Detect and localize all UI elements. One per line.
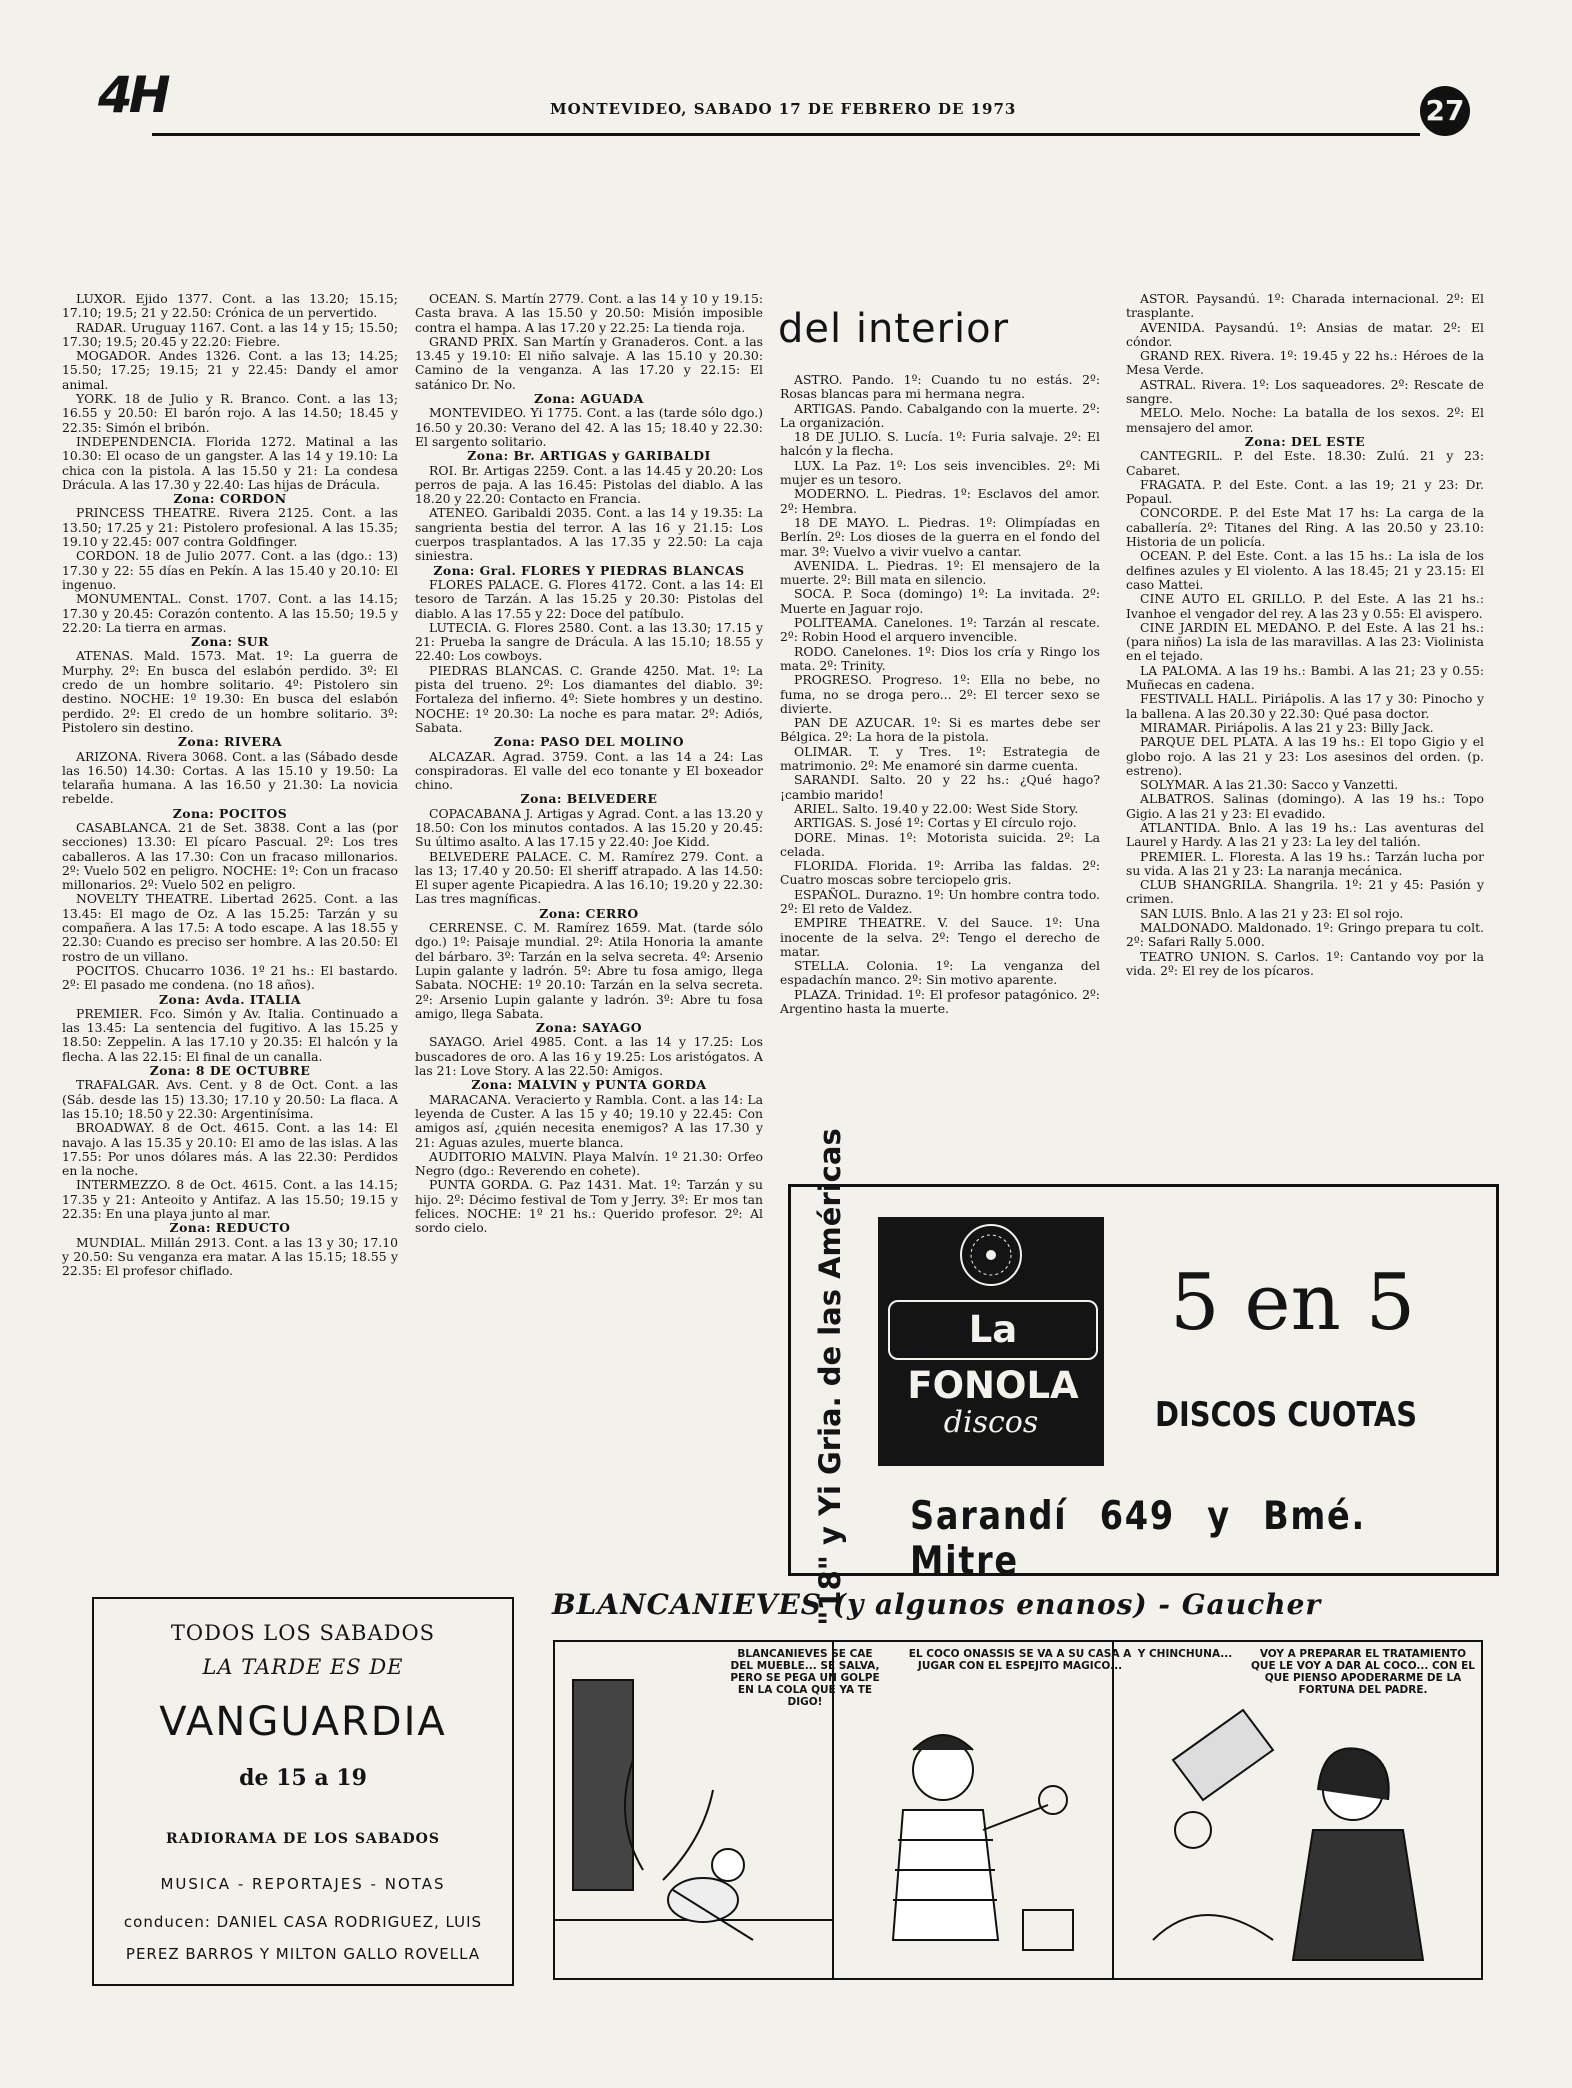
listing-entry: AVENIDA. Paysandú. 1º: Ansias de matar. 2º: El cóndor. [1126,319,1484,349]
listing-entry: CONCORDE. P. del Este Mat 17 hs: La carga de la caballería. 2º: Titanes del Ring. A las 20.50 y 23.10: Historia de un policía. [1126,505,1484,550]
listing-entry: ALBATROS. Salinas (domingo). A las 19 hs.: Topo Gigio. A las 21 y 23: El evadido. [1126,791,1484,821]
newspaper-logo: 4H [98,66,167,124]
panel-3 [1153,1710,1423,1960]
listing-entry: CINE JARDIN EL MEDANO. P. del Este. A las 21 hs.: (para niños) La isla de las maravillas. A las 23: Violinista en el tejado. [1126,619,1484,664]
listing-entry: MUNDIAL. Millán 2913. Cont. a las 13 y 30; 17.10 y 20.50: Su venganza era matar. A las 15.15; 18.55 y 22.35: El profesor chiflado. [62,1234,398,1279]
listing-entry: PUNTA GORDA. G. Paz 1431. Mat. 1º: Tarzán y su hijo. 2º: Décimo festival de Tom y Jerry. 3º: Er mos tan felices. NOCHE: 1º 21 hs.: Querido profesor. 2º: Al sordo cielo. [415,1177,763,1236]
listing-entry: POLITEAMA. Canelones. 1º: Tarzán al rescate. 2º: Robin Hood el arquero invencible. [780,615,1100,645]
vanguardia-name: VANGUARDIA [159,1699,447,1745]
zone-heading: Zona: RIVERA [177,734,283,750]
listing-entry: STELLA. Colonia. 1º: La venganza del espadachín manco. 2º: Sin motivo aparente. [780,958,1100,988]
listing-entry: SAN LUIS. Bnlo. A las 21 y 23: El sol rojo. [1140,905,1404,921]
listing-entry: NOVELTY THEATRE. Libertad 2625. Cont. a las 13.45: El mago de Oz. A las 15.25: Tarzán y su compañera. A las 17.5: A todo escape. A las 18.55 y 22.30: Cuando es preciso ser hombre. A las 20.50: El rostro de un villano. [62,891,398,964]
zone-heading: Zona: CERRO [539,905,639,921]
listing-entry: FESTIVALL HALL. Piriápolis. A las 17 y 30: Pinocho y la ballena. A las 20.30 y 22.30: Qué pasa doctor. [1126,691,1484,721]
zone-heading: Zona: AGUADA [534,391,644,407]
listing-entry: ATENEO. Garibaldi 2035. Cont. a las 14 y 19.35: La sangrienta bestia del terror. A las 16 y 21.15: Los cuerpos trasplantados. A las 17.35 y 22.50: La caja siniestra. [415,505,763,564]
listing-entry: PREMIER. L. Floresta. A las 19 hs.: Tarzán lucha por su vida. A las 21 y 23: La naranja mecánica. [1126,848,1484,878]
listing-entry: ATLANTIDA. Bnlo. A las 19 hs.: Las aventuras del Laurel y Hardy. A las 21 y 23: La ley del talión. [1126,819,1484,850]
comic-title: BLANCANIEVES (y algunos enanos) - Gaucher [552,1588,1322,1621]
listing-entry: LUX. La Paz. 1º: Los seis invencibles. 2º: Mi mujer es un tesoro. [780,457,1100,488]
listing-entry: GRAND PRIX. San Martín y Granaderos. Cont. a las 13.45 y 19.10: El niño salvaje. A las 15.10 y 20.30: Camino de la venganza. A las 17.20 y 22.15: El satánico Dr. No. [415,333,763,392]
listing-entry: YORK. 18 de Julio y R. Branco. Cont. a las 13; 16.55 y 20.50: El barón rojo. A las 14.50; 18.45 y 22.35: Simón el bribón. [62,391,398,435]
listing-entry: CLUB SHANGRILA. Shangrila. 1º: 21 y 45: Pasión y crimen. [1126,877,1484,907]
listing-entry: ASTRAL. Rivera. 1º: Los saqueadores. 2º: Rescate de sangre. [1126,376,1484,407]
listing-entry: ARTIGAS. Pando. Cabalgando con la muerte. 2º: La organización. [780,400,1100,430]
listing-entry: PRINCESS THEATRE. Rivera 2125. Cont. a las 13.50; 17.25 y 21: Pistolero profesional. A las 15.35; 19.10 y 22.45: 007 contra Goldfinger. [62,505,398,550]
zone-heading: Zona: POCITOS [172,805,288,821]
listings-column-3 [780,373,1100,1016]
listing-entry: POCITOS. Chucarro 1036. 1º 21 hs.: El bastardo. 2º: El pasado me condena. (no 18 años). [62,962,398,993]
comic-bubble-2: EL COCO ONASSIS SE VA A SU CASA A JUGAR CON EL ESPEJITO MAGICO... [908,1648,1132,1672]
zone-heading: Zona: MALVIN y PUNTA GORDA [471,1077,707,1093]
fonola-subline: DISCOS CUOTAS [1155,1395,1418,1435]
vanguardia-program: RADIORAMA DE LOS SABADOS [166,1831,440,1847]
zone-heading: Zona: DEL ESTE [1244,433,1366,449]
vanguardia-line-1: TODOS LOS SABADOS [170,1621,436,1645]
comic-bubble-1: BLANCANIEVES SE CAE DEL MUEBLE... SE SALVA, PERO SE PEGA UN GOLPE EN LA COLA QUE YA TE DIGO! [730,1648,880,1708]
listing-entry: ARTIGAS. S. José 1º: Cortas y El círculo rojo. [794,815,1077,831]
listing-entry: AVENIDA. L. Piedras. 1º: El mensajero de la muerte. 2º: Bill mata en silencio. [780,557,1100,588]
fonola-headline: 5 en 5 [1170,1258,1416,1348]
listing-entry: CERRENSE. C. M. Ramírez 1659. Mat. (tarde sólo dgo.) 1º: Paisaje mundial. 2º: Atila Honoria la amante del bárbaro. 3º: Tarzán en la selva secreta. 4º: Arsenio Lupin galante y ladrón. 5º: Abre tu fosa amigo, llega Sabata. NOCHE: 1º 20.10: Tarzán en la selva secreta. 2º: Arsenio Lupin galante y ladrón. 3º: Abre tu fosa amigo, llega Sabata. [415,920,763,1021]
listing-entry: ROI. Br. Artigas 2259. Cont. a las 14.45 y 20.20: Los perros de paja. A las 16.45: Pistolas del diablo. A las 18.20 y 22.20: Contacto en Francia. [415,462,763,507]
listing-entry: PIEDRAS BLANCAS. C. Grande 4250. Mat. 1º: La pista del trueno. 2º: Los diamantes del diablo. 3º: Fortaleza del infierno. 4º: Siete hombres y un destino. NOCHE: 1º 20.30: La noche es para matar. 2º: Adiós, Sabata. [415,662,763,735]
listing-entry: ASTOR. Paysandú. 1º: Charada internacional. 2º: El trasplante. [1126,291,1484,321]
listing-entry: INTERMEZZO. 8 de Oct. 4615. Cont. a las 14.15; 17.35 y 21: Anteoito y Antifaz. A las 15.50; 19.15 y 22.35: En una playa junto al mar. [62,1177,398,1221]
listing-entry: 18 DE JULIO. S. Lucía. 1º: Furia salvaje. 2º: El halcón y la flecha. [780,429,1100,459]
fonola-vertical-text: "18" y Yi Gria. de las Américas [813,1128,847,1626]
listing-entry: ARIEL. Salto. 19.40 y 22.00: West Side Story. [794,800,1079,816]
panel-2 [893,1735,1073,1950]
zone-heading: Zona: Br. ARTIGAS y GARIBALDI [467,448,711,464]
listing-entry: TEATRO UNION. S. Carlos. 1º: Cantando voy por la vida. 2º: El rey de los pícaros. [1126,948,1484,978]
listing-entry: LUTECIA. G. Flores 2580. Cont. a las 13.30; 17.15 y 21: Prueba la sangre de Drácula. A las 15.10; 18.55 y 22.40: Los cowboys. [415,619,763,664]
listing-entry: COPACABANA J. Artigas y Agrad. Cont. a las 13.20 y 18.50: Con los minutos contados. A las 15.20 y 20.45: Su último asalto. A las 17.15 y 22.40: Joe Kidd. [415,805,763,850]
listing-entry: ARIZONA. Rivera 3068. Cont. a las (Sábado desde las 16.50) 14.30: Cortas. A las 15.10 y 19.50: La telaraña humana. A las 16.50 y 21.30: La novicia rebelde. [62,748,398,807]
listing-entry: PLAZA. Trinidad. 1º: El profesor patagónico. 2º: Argentino hasta la muerte. [780,986,1100,1017]
listing-entry: LUXOR. Ejido 1377. Cont. a las 13.20; 15.15; 17.10; 19.5; 21 y 22.50: Crónica de un pervertido. [62,291,398,321]
listing-entry: ALCAZAR. Agrad. 3759. Cont. a las 14 a 24: Las conspiradoras. El valle del eco tonante y El boxeador chino. [415,748,763,793]
listing-entry: ASTRO. Pando. 1º: Cuando tu no estás. 2º: Rosas blancas para mi hermana negra. [780,372,1100,402]
listing-entry: CORDON. 18 de Julio 2077. Cont. a las (dgo.: 13) 17.30 y 22: 55 días en Pekín. A las 15.40 y 20.10: El ingenuo. [62,548,398,592]
vanguardia-hours: de 15 a 19 [239,1765,367,1791]
listing-entry: LA PALOMA. A las 19 hs.: Bambi. A las 21; 23 y 0.55: Muñecas en cadena. [1126,662,1484,693]
listing-entry: PAN DE AZUCAR. 1º: Si es martes debe ser Bélgica. 2º: La hora de la pistola. [780,715,1100,745]
page-number: 27 [1420,86,1470,136]
listing-entry: SARANDI. Salto. 20 y 22 hs.: ¿Qué hago? ¡cambio marido! [780,772,1100,802]
vanguardia-hosts-1: conducen: DANIEL CASA RODRIGUEZ, LUIS [123,1913,483,1931]
listing-entry: SOCA. P. Soca (domingo) 1º: La invitada. 2º: Muerte en Jaguar rojo. [780,586,1100,616]
listing-entry: RADAR. Uruguay 1167. Cont. a las 14 y 15; 15.50; 17.30; 19.5; 20.45 y 22.20: Fiebre. [62,319,398,349]
fonola-brand: La FONOLA [888,1300,1098,1360]
listing-entry: CASABLANCA. 21 de Set. 3838. Cont a las (por secciones) 13.30: El pícaro Pascual. 2º: Los tres caballeros. A las 17.30: Con un fracaso millonarios. 2º: Vuelo 502 en peligro. NOCHE: 1º: Con un fracaso millonarios. 2º: Vuelo 502 en peligro. [62,819,398,893]
listing-entry: EMPIRE THEATRE. V. del Sauce. 1º: Una inocente de la selva. 2º: Tengo el derecho de matar. [780,915,1100,959]
vanguardia-content: MUSICA - REPORTAJES - NOTAS [160,1875,446,1893]
vanguardia-hosts-2: PEREZ BARROS Y MILTON GALLO ROVELLA [125,1945,481,1963]
listing-entry: MODERNO. L. Piedras. 1º: Esclavos del amor. 2º: Hembra. [780,486,1100,516]
listing-entry: ATENAS. Mald. 1573. Mat. 1º: La guerra de Murphy. 2º: En busca del eslabón perdido. 3º: El credo de un hombre solitario. 4º: Pistolero sin destino. NOCHE: 1º 19.30: En busca del eslabón perdido. 2º: El credo de un hombre solitario. 3º: Pistolero sin destino. [62,648,398,735]
listing-entry: CINE AUTO EL GRILLO. P. del Este. A las 21 hs.: Ivanhoe el vengador del rey. A las 23 y 0.55: El avispero. [1126,591,1484,621]
panel-1 [553,1680,833,1940]
record-icon [958,1222,1024,1288]
listing-entry: MARACANA. Veracierto y Rambla. Cont. a las 14: La leyenda de Custer. A las 15 y 40; 19.10 y 22.45: Con amigos así, ¿quién necesita enemigos? A las 17.30 y 21: Aguas azules, muerte blanca. [415,1091,763,1150]
listing-entry: GRAND REX. Rivera. 1º: 19.45 y 22 hs.: Héroes de la Mesa Verde. [1126,348,1484,378]
listing-entry: AUDITORIO MALVIN. Playa Malvín. 1º 21.30: Orfeo Negro (dgo.: Reverendo en cohete). [415,1148,763,1179]
zone-heading: Zona: SAYAGO [535,1020,643,1036]
listing-entry: OCEAN. P. del Este. Cont. a las 15 hs.: La isla de los delfines azules y El violento. A las 18.45; 21 y 23.15: El caso Mattei. [1126,548,1484,592]
zone-heading: Zona: Gral. FLORES Y PIEDRAS BLANCAS [433,562,745,578]
comic-bubble-3: Y CHINCHUNA... [1137,1648,1233,1660]
listing-entry: CANTEGRIL. P. del Este. 18.30: Zulú. 21 y 23: Cabaret. [1126,448,1484,478]
listing-entry: RODO. Canelones. 1º: Dios los cría y Ringo los mata. 2º: Trinity. [780,643,1100,673]
date-line: MONTEVIDEO, SABADO 17 DE FEBRERO DE 1973 [550,100,1017,118]
listing-entry: FRAGATA. P. del Este. Cont. a las 19; 21 y 23: Dr. Popaul. [1126,476,1484,507]
zone-heading: Zona: REDUCTO [169,1220,291,1236]
vanguardia-line-2: LA TARDE ES DE [202,1655,404,1679]
zone-heading: Zona: SUR [191,634,269,650]
fonola-address: Sarandí 649 y Bmé. Mitre [910,1494,1366,1584]
listing-entry: FLORES PALACE. G. Flores 4172. Cont. a las 14: El tesoro de Tarzán. A las 15.25 y 20.30: Pistolas del diablo. A las 17.55 y 22: Doce del patíbulo. [415,576,763,621]
listing-entry: OLIMAR. T. y Tres. 1º: Estrategia de matrimonio. 2º: Me enamoré sin darme cuenta. [780,743,1100,774]
listing-entry: INDEPENDENCIA. Florida 1272. Matinal a las 10.30: El ocaso de un gangster. A las 14 y 19.10: La chica con la pistola. A las 15.50 y 21: La condesa Drácula. A las 17.30 y 22.40: Las hijas de Drácula. [62,433,398,492]
comic-bubble-4: VOY A PREPARAR EL TRATAMIENTO QUE LE VOY A DAR AL COCO... CON EL QUE PIENSO APODERARME DE LA FORTUNA DEL PADRE. [1251,1648,1475,1696]
zone-heading: Zona: 8 DE OCTUBRE [149,1063,311,1079]
masthead-rule [152,133,1420,136]
listing-entry: PARQUE DEL PLATA. A las 19 hs.: El topo Gigio y el globo rojo. A las 21 y 23: Los asesinos del orden. (p. estreno). [1126,734,1484,778]
listing-entry: MALDONADO. Maldonado. 1º: Gringo prepara tu colt. 2º: Safari Rally 5.000. [1126,920,1484,950]
listing-entry: SAYAGO. Ariel 4985. Cont. a las 14 y 17.25: Los buscadores de oro. A las 16 y 19.25: Los aristógatos. A las 21: Love Story. A las 22.50: Amigos. [415,1034,763,1079]
listing-entry: MONUMENTAL. Const. 1707. Cont. a las 14.15; 17.30 y 20.45: Corazón contento. A las 15.50; 19.5 y 22.20: La tierra en armas. [62,591,398,635]
fonola-discos: discos [943,1405,1039,1440]
listing-entry: ESPAÑOL. Durazno. 1º: Un hombre contra todo. 2º: El reto de Valdez. [780,886,1100,916]
listing-entry: 18 DE MAYO. L. Piedras. 1º: Olimpíadas en Berlín. 2º: Los dioses de la guerra en el fondo del mar. 3º: Vuelvo a vivir vuelvo a cantar. [780,514,1100,559]
section-heading-interior: del interior [778,306,1010,352]
zone-heading: Zona: CORDON [173,491,287,507]
zone-heading: Zona: PASO DEL MOLINO [493,734,685,750]
zone-heading: Zona: BELVEDERE [520,791,658,807]
vanguardia-advertisement [92,1597,514,1986]
fonola-vertical-address [795,1128,865,1626]
listing-entry: FLORIDA. Florida. 1º: Arriba las faldas. 2º: Cuatro moscas sobre terciopelo gris. [780,858,1100,888]
listing-entry: MIRAMAR. Piriápolis. A las 21 y 23: Billy Jack. [1140,719,1434,735]
listings-column-2 [415,292,763,1236]
listing-entry: TRAFALGAR. Avs. Cent. y 8 de Oct. Cont. a las (Sáb. desde las 15) 13.30; 17.10 y 20.50: La flaca. A las 15.10; 18.50 y 22.30: Argentinísima. [62,1077,398,1121]
listings-column-4 [1126,292,1484,978]
listing-entry: PROGRESO. Progreso. 1º: Ella no bebe, no fuma, no se droga pero... 2º: El tercer sexo se divierte. [780,672,1100,716]
zone-heading: Zona: Avda. ITALIA [159,991,301,1007]
listing-entry: MOGADOR. Andes 1326. Cont. a las 13; 14.25; 15.50; 17.25; 19.15; 21 y 22.45: Dandy el amor animal. [62,348,398,392]
listing-entry: DORE. Minas. 1º: Motorista suicida. 2º: La celada. [780,829,1100,859]
listing-entry: OCEAN. S. Martín 2779. Cont. a las 14 y 10 y 19.15: Casta brava. A las 15.50 y 20.50: Misión imposible contra el hampa. A las 17.20 y 22.25: La tienda roja. [415,291,763,335]
listing-entry: MELO. Melo. Noche: La batalla de los sexos. 2º: El mensajero del amor. [1126,405,1484,435]
listing-entry: BELVEDERE PALACE. C. M. Ramírez 279. Cont. a las 13; 17.40 y 20.50: El sheriff atrapado. A las 14.50: El super agente Picapiedra. A las 16.10; 19.20 y 22.30: Las tres magníficas. [415,848,763,907]
listings-column-1 [62,292,398,1278]
listing-entry: BROADWAY. 8 de Oct. 4615. Cont. a las 14: El navajo. A las 15.35 y 20.10: El amo de las islas. A las 17.55: Por unos dólares más. A las 22.30: Perdidos en la noche. [62,1120,398,1179]
listing-entry: PREMIER. Fco. Simón y Av. Italia. Continuado a las 13.45: La sentencia del fugitivo. A las 15.25 y 18.50: Zeppelin. A las 17.10 y 20.35: El halcón y la flecha. A las 22.15: El final de un canalla. [62,1005,398,1064]
listing-entry: MONTEVIDEO. Yi 1775. Cont. a las (tarde sólo dgo.) 16.50 y 20.30: Verano del 42. A las 15; 18.40 y 22.30: El sargento solitario. [415,405,763,449]
listing-entry: SOLYMAR. A las 21.30: Sacco y Vanzetti. [1140,777,1399,793]
